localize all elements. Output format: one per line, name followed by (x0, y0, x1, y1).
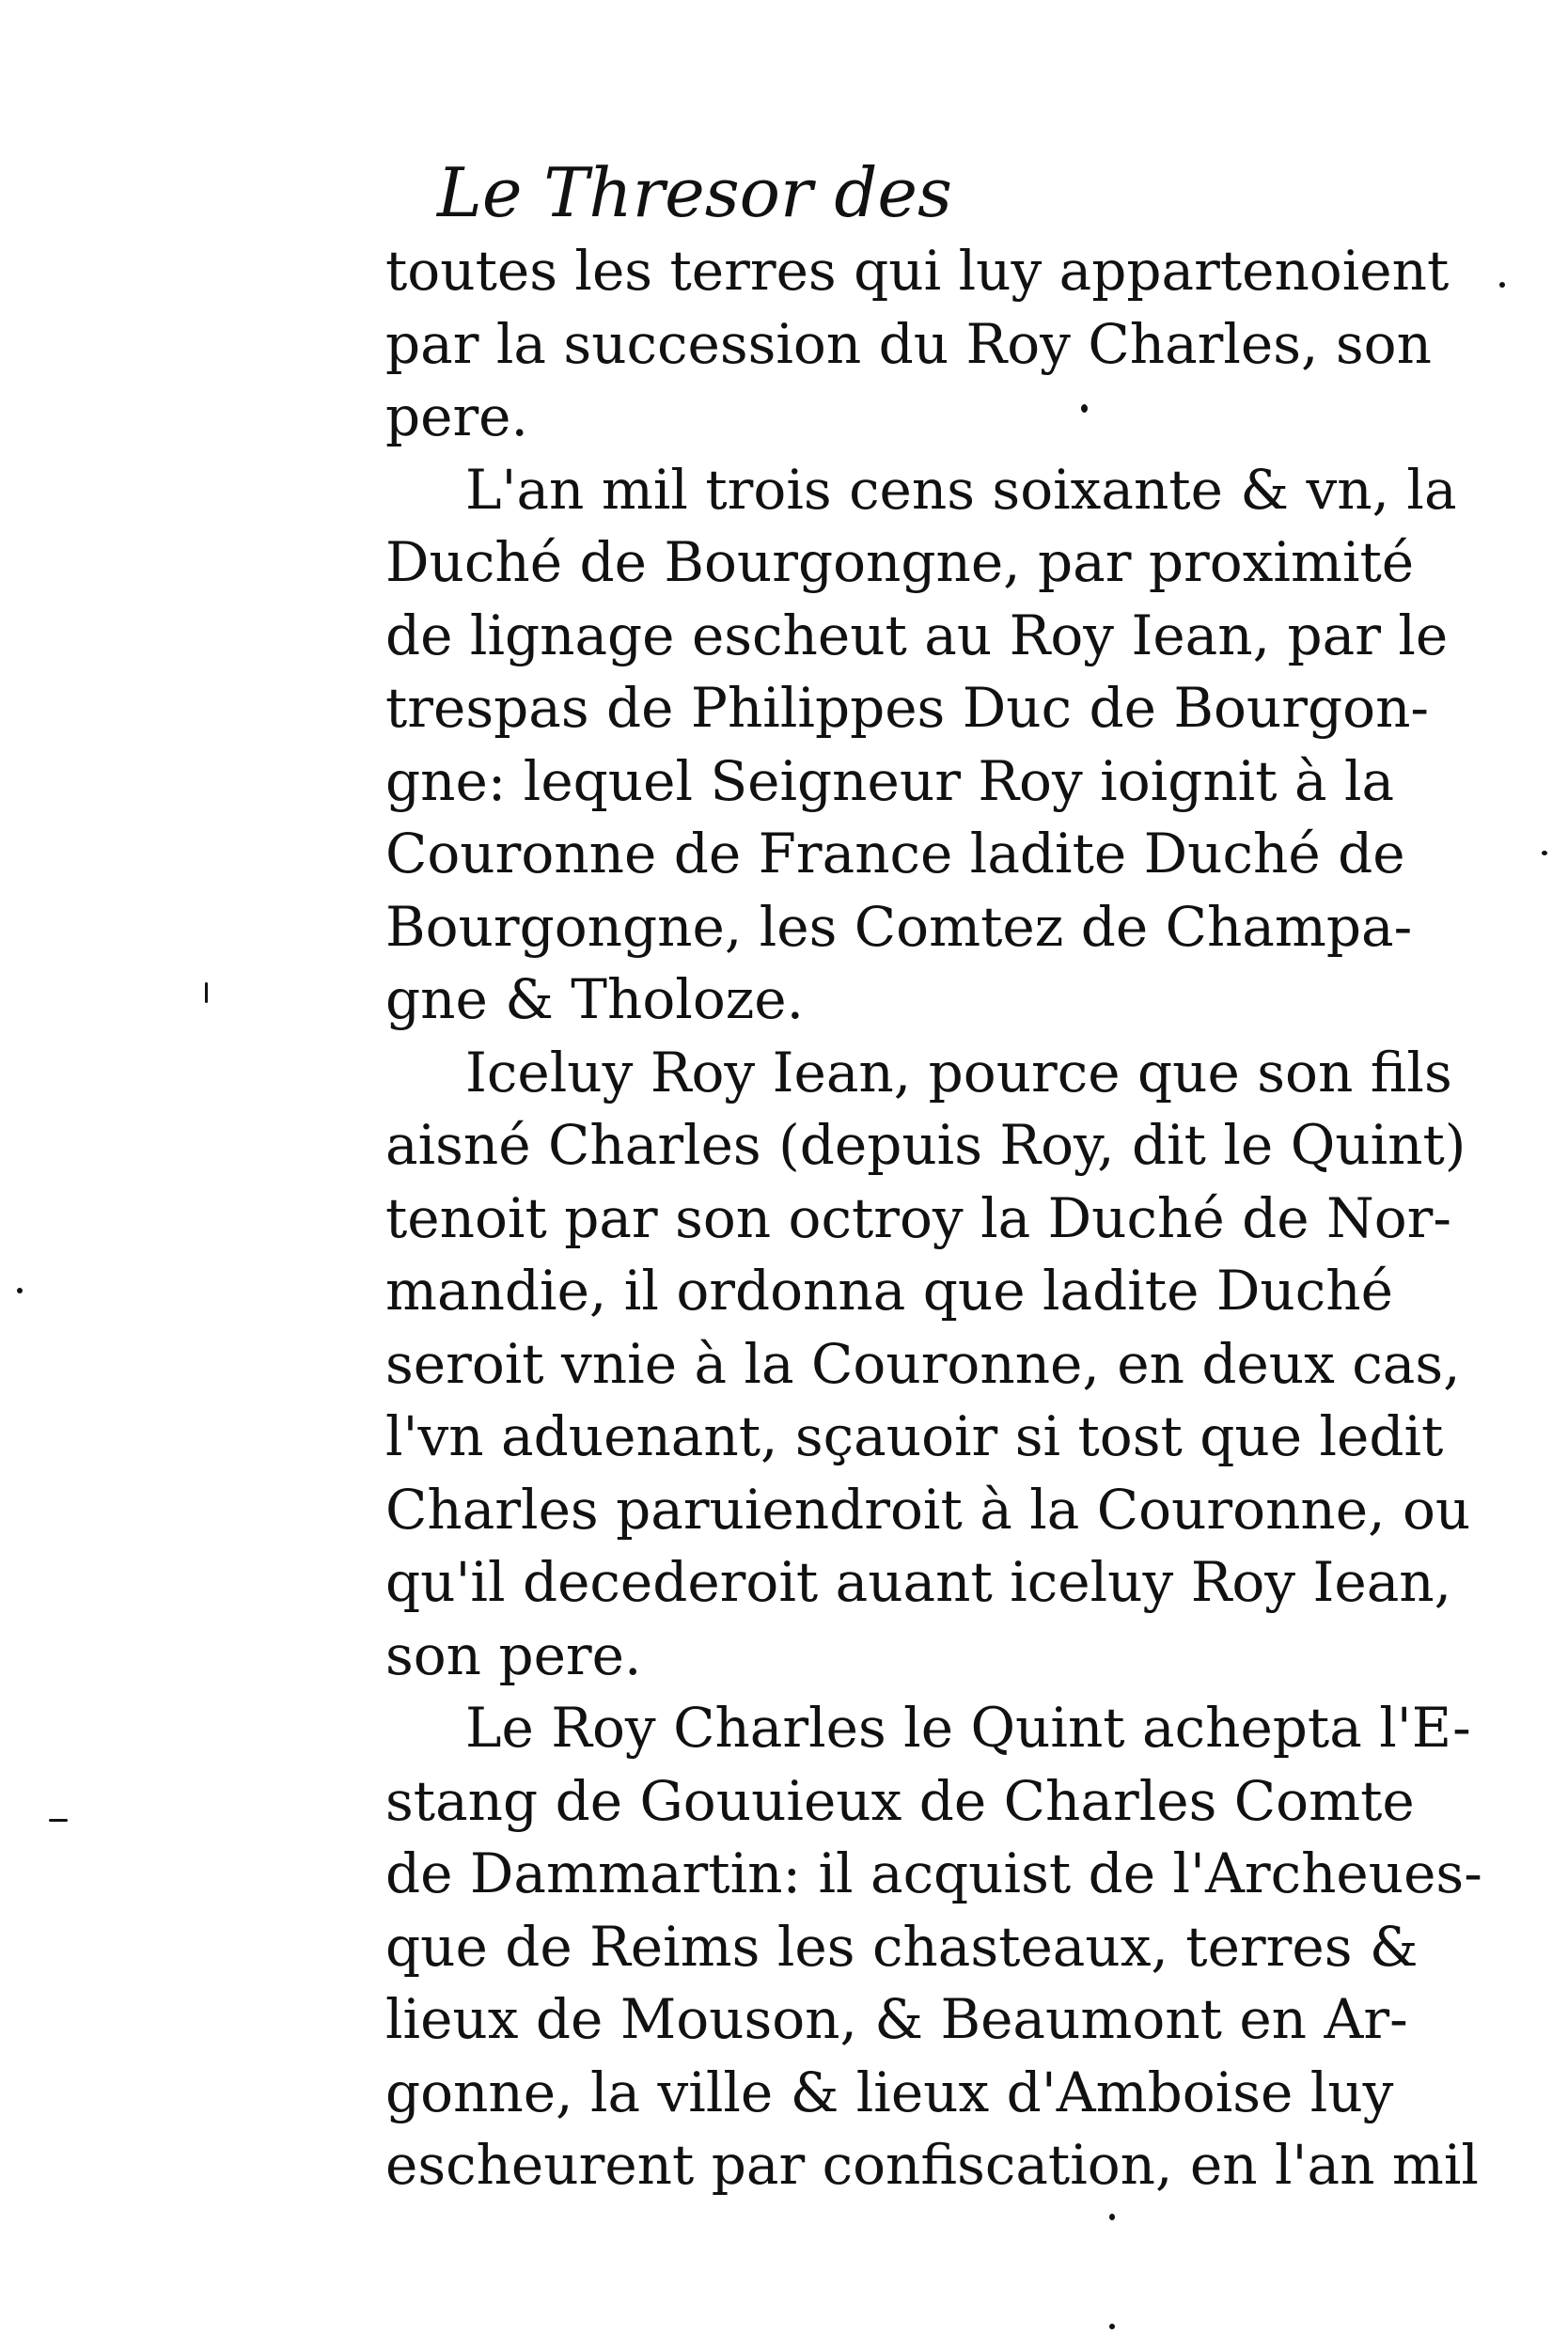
scan-speck (1499, 282, 1505, 288)
text-line: gne: lequel Seigneur Roy ioignit à la (385, 748, 1395, 813)
text-line: L'an mil trois cens soixante & vn, la (465, 457, 1457, 522)
text-line: Charles paruiendroit à la Couronne, ou (385, 1477, 1471, 1542)
text-line: de Dammartin: il acquist de l'Archeues- (385, 1841, 1482, 1905)
text-line: toutes les terres qui luy appartenoient (385, 239, 1450, 303)
text-line: Le Roy Charles le Quint achepta l'E- (465, 1696, 1471, 1760)
scan-speck (1109, 2324, 1115, 2329)
scan-speck (1081, 404, 1088, 413)
text-line: gne & Tholoze. (385, 967, 805, 1031)
text-line: par la succession du Roy Charles, son (385, 311, 1432, 376)
running-title: Le Thresor des (437, 153, 952, 232)
text-line: gonne, la ville & lieux d'Amboise luy (385, 2060, 1394, 2124)
scan-speck (1109, 2214, 1115, 2220)
text-line: trespas de Philippes Duc de Bourgon- (385, 676, 1430, 740)
scan-speck (49, 1819, 68, 1822)
body-text (385, 235, 1482, 2202)
text-line: que de Reims les chasteaux, terres & (385, 1914, 1419, 1979)
text-line: son pere. (385, 1622, 642, 1687)
text-line: qu'il decederoit auant iceluy Roy Iean, (385, 1550, 1452, 1614)
text-line: Couronne de France ladite Duché de (385, 822, 1405, 885)
text-line: aisné Charles (depuis Roy, dit le Quint) (385, 1113, 1466, 1177)
scan-speck (17, 1288, 23, 1293)
text-line: l'vn aduenant, sçauoir si tost que ledit (385, 1404, 1444, 1468)
text-line: Iceluy Roy Iean, pource que son fils (465, 1040, 1452, 1104)
scan-speck (205, 982, 208, 1003)
text-line: pere. (385, 384, 528, 448)
text-line: de lignage escheut au Roy Iean, par le (385, 603, 1449, 667)
text-line: Duché de Bourgongne, par proximité (385, 530, 1415, 594)
text-line: stang de Gouuieux de Charles Comte (385, 1768, 1415, 1833)
scan-speck (1542, 851, 1547, 855)
text-line: Bourgongne, les Comtez de Champa- (385, 894, 1413, 959)
text-line: tenoit par son octroy la Duché de Nor- (385, 1185, 1452, 1250)
text-line: escheurent par confiscation, en l'an mil (385, 2133, 1479, 2197)
text-line: seroit vnie à la Couronne, en deux cas, (385, 1331, 1461, 1396)
text-line: lieux de Mouson, & Beaumont en Ar- (385, 1987, 1408, 2051)
text-line: mandie, il ordonna que ladite Duché (385, 1259, 1393, 1323)
